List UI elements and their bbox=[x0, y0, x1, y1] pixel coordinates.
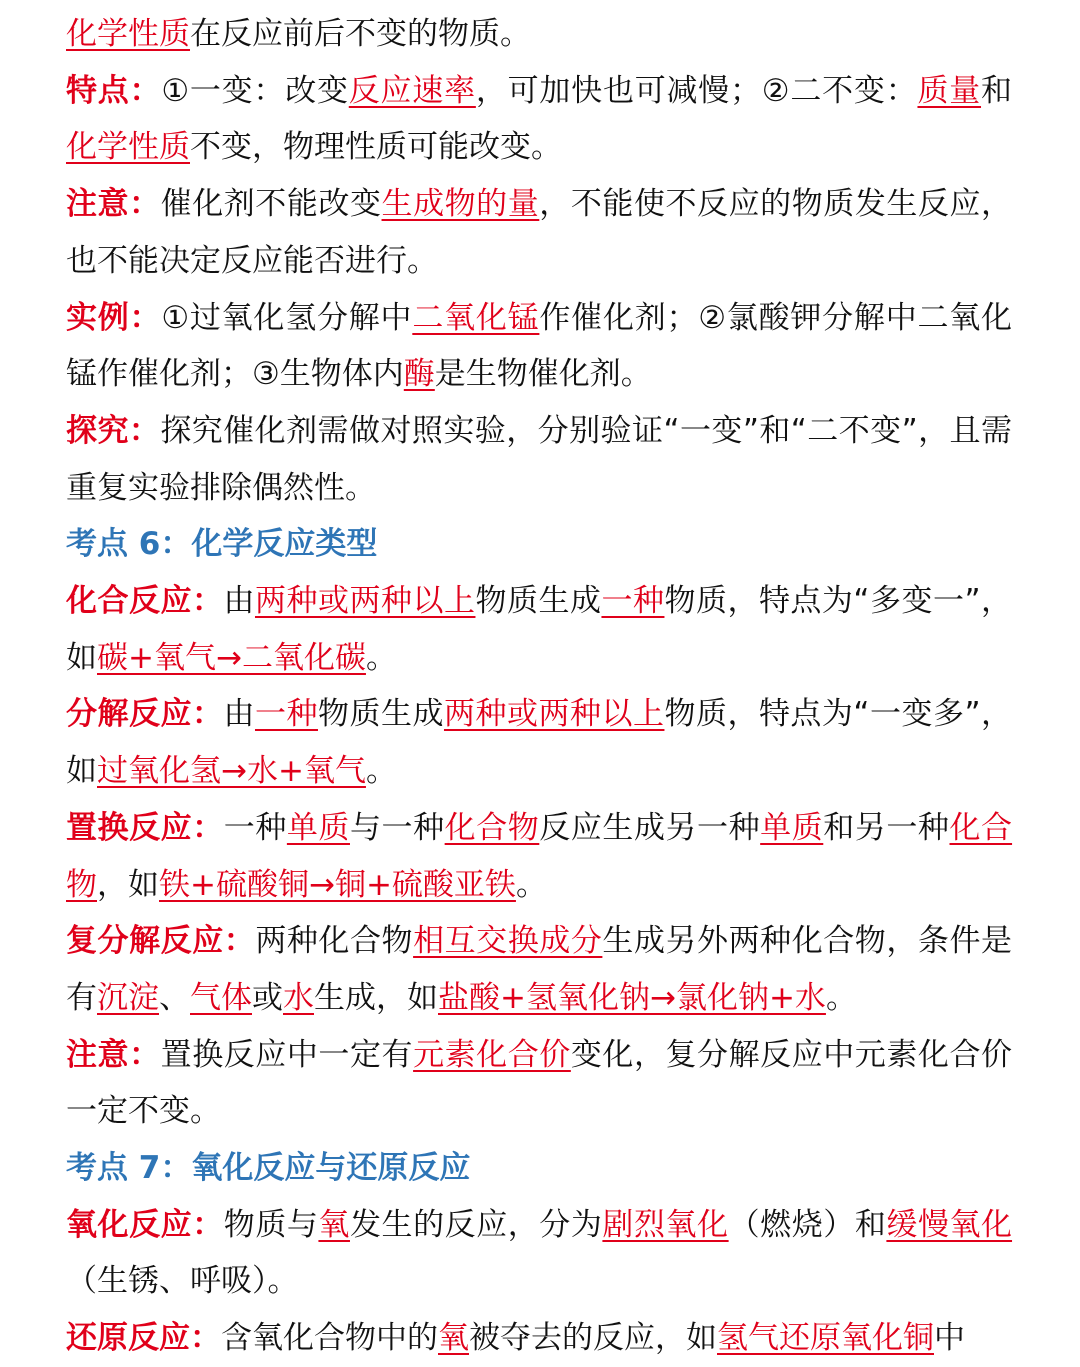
paragraph bbox=[66, 686, 1012, 799]
key-term: 碳+氧气→二氧化碳 bbox=[97, 639, 366, 676]
key-term: 酶 bbox=[403, 356, 435, 393]
term-label: 氧化反应： bbox=[66, 1206, 224, 1243]
body-text: 和 bbox=[981, 72, 1013, 109]
body-text: 中 bbox=[934, 1320, 965, 1357]
term-label: 实例： bbox=[66, 299, 162, 336]
body-text: 物质，特点为“多变一”，如 bbox=[66, 583, 1013, 676]
body-text: 生成，如 bbox=[314, 979, 438, 1016]
key-term: 生成物的量 bbox=[381, 186, 540, 223]
body-text: 是生物催化剂。 bbox=[434, 356, 652, 393]
key-term: 元素化合价 bbox=[413, 1036, 571, 1073]
body-text: 生成另外两种化合物，条件是有 bbox=[66, 923, 1013, 1016]
body-text: 物质生成 bbox=[317, 696, 444, 733]
body-text: 一种 bbox=[223, 809, 287, 846]
paragraph bbox=[66, 1197, 1012, 1310]
term-label: 化合反应： bbox=[66, 583, 224, 620]
term-label: 置换反应： bbox=[66, 809, 224, 846]
body-text: ①一变：改变 bbox=[161, 72, 349, 109]
body-text: 物质，特点为“一变多”，如 bbox=[66, 696, 1013, 790]
term-label: 分解反应： bbox=[66, 696, 224, 733]
paragraph bbox=[66, 290, 1012, 403]
key-term: 铁+硫酸铜→铜+硫酸亚铁 bbox=[159, 866, 516, 903]
section-heading bbox=[66, 516, 1012, 573]
key-term: 氧 bbox=[318, 1206, 350, 1243]
key-term: 气体 bbox=[190, 979, 252, 1016]
body-text: 作催化剂；②氯酸钾分解中二氧化锰作催化剂；③生物体内 bbox=[66, 299, 1013, 393]
key-term: 过氧化氢→水+氧气 bbox=[97, 753, 366, 790]
paragraph bbox=[66, 800, 1012, 913]
term-label: 注意： bbox=[66, 1036, 161, 1073]
key-term: 相互交换成分 bbox=[413, 923, 603, 960]
section-heading-text: 考点 7：氧化反应与还原反应 bbox=[66, 1150, 471, 1187]
body-text: 和另一种 bbox=[823, 809, 950, 846]
body-text: 两种化合物 bbox=[255, 923, 414, 960]
key-term: 单质 bbox=[286, 809, 350, 846]
body-text: 由 bbox=[223, 583, 255, 620]
body-text: 不变，物理性质可能改变。 bbox=[190, 129, 562, 166]
key-term: 两种或两种以上 bbox=[443, 696, 665, 733]
body-text: 、 bbox=[159, 979, 190, 1016]
term-label: 注意： bbox=[66, 186, 161, 223]
body-text: 。 bbox=[825, 979, 857, 1016]
body-text: 含氧化合物中的 bbox=[221, 1320, 438, 1357]
body-text: 与一种 bbox=[349, 809, 445, 846]
key-term: 质量 bbox=[917, 72, 982, 109]
paragraph bbox=[66, 176, 1012, 289]
body-text: 物质生成 bbox=[475, 583, 602, 620]
body-text: 发生的反应，分为 bbox=[349, 1206, 603, 1243]
key-term: 化学性质 bbox=[66, 129, 190, 166]
body-text: 。 bbox=[365, 753, 397, 790]
key-term: 沉淀 bbox=[97, 979, 159, 1016]
body-text: 催化剂不能改变 bbox=[160, 186, 382, 223]
body-text: 变化，复分解反应中元素化合价一定不变。 bbox=[66, 1036, 1013, 1130]
paragraph bbox=[66, 573, 1012, 686]
key-term: 缓慢氧化 bbox=[886, 1206, 1013, 1243]
key-term: 一种 bbox=[601, 583, 665, 620]
paragraph bbox=[66, 403, 1012, 516]
key-term: 氧 bbox=[438, 1320, 469, 1357]
body-text: ，不能使不反应的物质发生反应，也不能决定反应能否进行。 bbox=[66, 186, 1013, 279]
paragraph bbox=[66, 913, 1012, 1026]
key-term: 化合物 bbox=[66, 809, 1013, 903]
term-label: 探究： bbox=[66, 412, 161, 449]
key-term: 一种 bbox=[254, 696, 318, 733]
paragraph bbox=[66, 6, 1012, 63]
paragraph bbox=[66, 63, 1012, 176]
body-text: 探究催化剂需做对照实验，分别验证“一变”和“二不变”，且需重复实验排除偶然性。 bbox=[66, 412, 1013, 506]
term-label: 特点： bbox=[66, 72, 162, 109]
key-term: 两种或两种以上 bbox=[254, 583, 476, 620]
term-label: 复分解反应： bbox=[66, 923, 256, 960]
body-text: 由 bbox=[223, 696, 255, 733]
key-term: 水 bbox=[283, 979, 314, 1016]
body-text: 物质与 bbox=[223, 1206, 319, 1243]
paragraph bbox=[66, 1310, 1012, 1367]
body-text: 或 bbox=[252, 979, 283, 1016]
body-text: ①过氧化氢分解中 bbox=[161, 299, 413, 336]
body-text: 。 bbox=[365, 639, 397, 676]
key-term: 单质 bbox=[760, 809, 824, 846]
body-text: 在反应前后不变的物质。 bbox=[190, 16, 531, 52]
section-heading bbox=[66, 1140, 1012, 1197]
key-term: 化学性质 bbox=[66, 16, 190, 52]
body-text: ，如 bbox=[97, 866, 159, 903]
body-text: 置换反应中一定有 bbox=[160, 1036, 414, 1073]
key-term: 反应速率 bbox=[348, 72, 476, 109]
term-label: 还原反应： bbox=[66, 1320, 221, 1357]
section-heading-text: 考点 6：化学反应类型 bbox=[66, 526, 378, 563]
key-term: 二氧化锰 bbox=[412, 299, 540, 336]
body-text: ，可加快也可减慢；②二不变： bbox=[475, 72, 918, 109]
body-text: （生锈、呼吸）。 bbox=[66, 1263, 299, 1300]
body-text: 被夺去的反应，如 bbox=[469, 1320, 717, 1357]
key-term: 氢气还原氧化铜 bbox=[717, 1320, 934, 1357]
key-term: 化合物 bbox=[444, 809, 540, 846]
paragraph bbox=[66, 1027, 1012, 1140]
key-term: 盐酸+氢氧化钠→氯化钠+水 bbox=[438, 979, 826, 1016]
body-text: 。 bbox=[515, 866, 547, 903]
body-text: 反应生成另一种 bbox=[539, 809, 761, 846]
body-text: （燃烧）和 bbox=[728, 1206, 887, 1243]
key-term: 剧烈氧化 bbox=[602, 1206, 729, 1243]
